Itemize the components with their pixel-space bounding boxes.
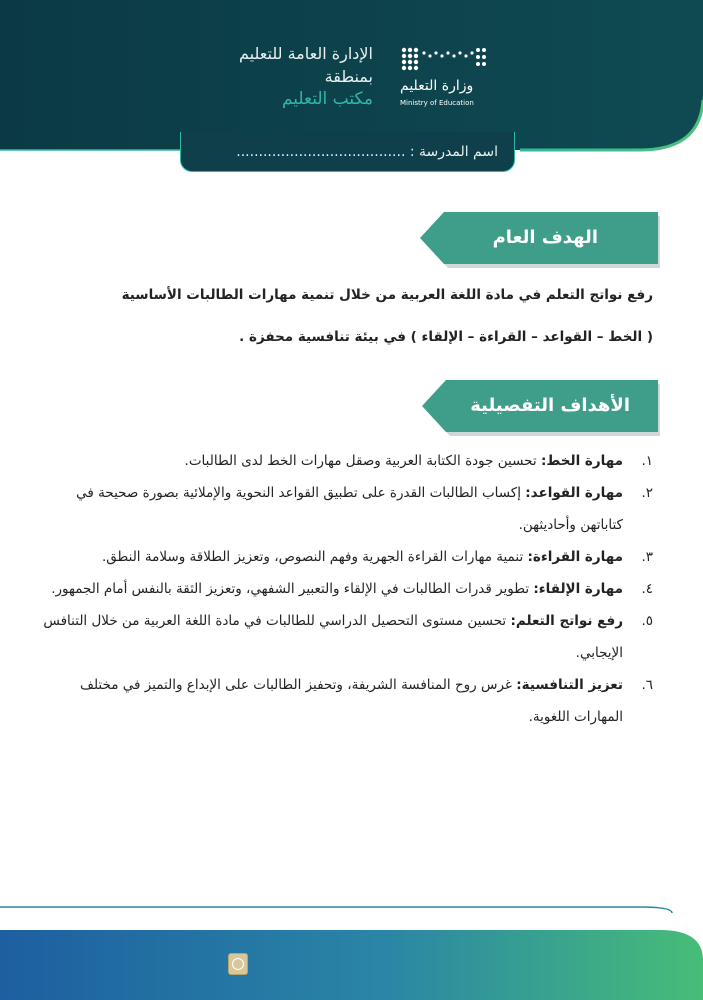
general-goal-title: الهدف العام xyxy=(492,227,598,248)
detailed-goals-banner xyxy=(420,380,660,436)
item-number: ١. xyxy=(641,453,653,469)
list-item xyxy=(43,605,653,669)
item-text: تطوير قدرات الطالبات في الإلقاء والتعبير الشفهي، وتعزيز الثقة بالنفس أمام الجمهور. xyxy=(51,581,534,597)
item-text: غرس روح المنافسة الشريفة، وتحفيز الطالبات على الإبداع والتميز في مختلف المهارات اللغوية. xyxy=(79,677,623,725)
organization-block xyxy=(239,42,373,111)
list-item xyxy=(43,445,653,477)
list-item xyxy=(43,477,653,541)
logo-arabic-text: وزارة التعليم xyxy=(400,78,474,94)
page-footer xyxy=(0,905,703,1000)
ministry-logo xyxy=(398,44,498,114)
item-label: مهارة القراءة: xyxy=(527,549,623,565)
detailed-goals-title: الأهداف التفصيلية xyxy=(470,395,630,416)
ministry-dots-icon xyxy=(398,44,490,74)
org-line-2: بمنطقة xyxy=(324,67,373,86)
item-text: تحسين مستوى التحصيل الدراسي للطالبات في مادة اللغة العربية من خلال التنافس الإيجابي. xyxy=(43,613,623,661)
item-number: ٢. xyxy=(641,485,653,501)
item-number: ٦. xyxy=(641,677,653,693)
general-goal-line-2: ( الخط – القواعد – القراءة – الإلقاء ) في بيئة تنافسية محفزة . xyxy=(239,329,653,345)
logo-english-text: Ministry of Education xyxy=(400,99,474,107)
org-line-1: الإدارة العامة للتعليم xyxy=(239,44,373,63)
item-number: ٤. xyxy=(641,581,653,597)
item-text: تحسين جودة الكتابة العربية وصقل مهارات الخط لدى الطالبات. xyxy=(184,453,541,469)
globe-icon xyxy=(228,953,248,975)
general-goal-line-1: رفع نواتج التعلم في مادة اللغة العربية من خلال تنمية مهارات الطالبات الأساسية xyxy=(121,287,653,303)
list-item xyxy=(43,669,653,733)
item-label: مهارة الخط: xyxy=(540,453,623,469)
item-label: تعزيز التنافسية: xyxy=(516,677,623,693)
detailed-goals-list xyxy=(43,445,653,733)
item-text: إكساب الطالبات القدرة على تطبيق القواعد النحوية والإملائية بصورة صحيحة في كتاباتهن وأحاديثهن. xyxy=(76,485,623,533)
item-label: رفع نواتج التعلم: xyxy=(510,613,623,629)
general-goal-banner xyxy=(418,212,660,268)
item-label: مهارة الإلقاء: xyxy=(533,581,623,597)
footer-background xyxy=(0,905,703,1000)
item-number: ٣. xyxy=(641,549,653,565)
list-item xyxy=(43,573,653,605)
list-item xyxy=(43,541,653,573)
school-name-field: اسم المدرسة : ...................................... xyxy=(180,132,515,172)
item-label: مهارة القواعد: xyxy=(525,485,623,501)
item-number: ٥. xyxy=(641,613,653,629)
page-header xyxy=(0,0,703,175)
org-line-3: مكتب التعليم xyxy=(281,89,373,109)
item-text: تنمية مهارات القراءة الجهرية وفهم النصوص، وتعزيز الطلاقة وسلامة النطق. xyxy=(102,549,528,565)
